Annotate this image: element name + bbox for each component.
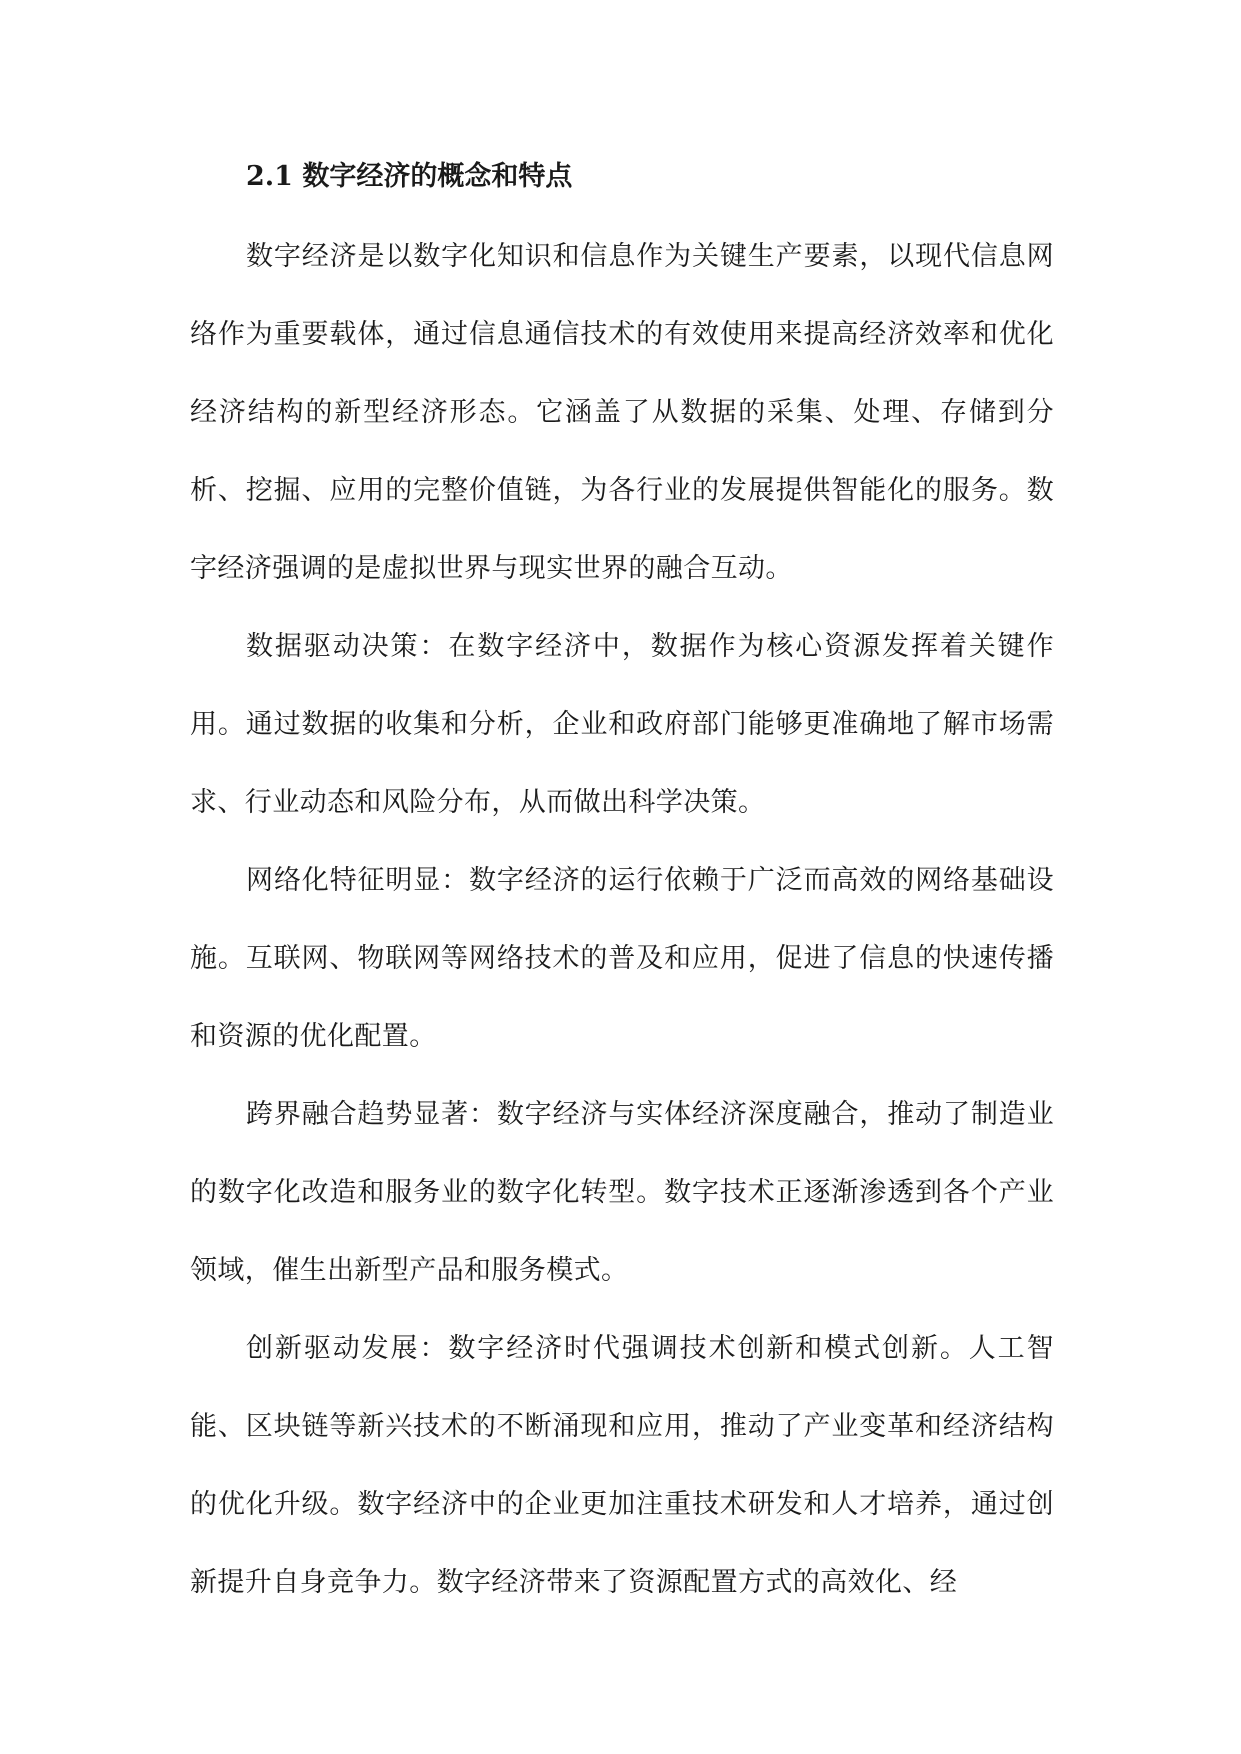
paragraph-innovation: 创新驱动发展：数字经济时代强调技术创新和模式创新。人工智能、区块链等新兴技术的不断涌现和应用，推动了产业变革和经济结构的优化升级。数字经济中的企业更加注重技术研发和人才培养，通过创新提升自身竞争力。数字经济带来了资源配置方式的高效化、经 xyxy=(190,1333,1054,1598)
section-heading: 2.1 数字经济的概念和特点 xyxy=(246,161,573,192)
paragraph-data-driven: 数据驱动决策：在数字经济中，数据作为核心资源发挥着关键作用。通过数据的收集和分析，企业和政府部门能够更准确地了解市场需求、行业动态和风险分布，从而做出科学决策。 xyxy=(190,631,1054,818)
paragraph-definition: 数字经济是以数字化知识和信息作为关键生产要素，以现代信息网络作为重要载体，通过信息通信技术的有效使用来提高经济效率和优化经济结构的新型经济形态。它涵盖了从数据的采集、处理、存储到分析、挖掘、应用的完整价值链，为各行业的发展提供智能化的服务。数字经济强调的是虚拟世界与现实世界的融合互动。 xyxy=(190,241,1054,584)
paragraph-cross-border: 跨界融合趋势显著：数字经济与实体经济深度融合，推动了制造业的数字化改造和服务业的数字化转型。数字技术正逐渐渗透到各个产业领域，催生出新型产品和服务模式。 xyxy=(190,1099,1054,1286)
document-body xyxy=(190,150,1054,1622)
paragraph-networked: 网络化特征明显：数字经济的运行依赖于广泛而高效的网络基础设施。互联网、物联网等网络技术的普及和应用，促进了信息的快速传播和资源的优化配置。 xyxy=(190,865,1054,1052)
